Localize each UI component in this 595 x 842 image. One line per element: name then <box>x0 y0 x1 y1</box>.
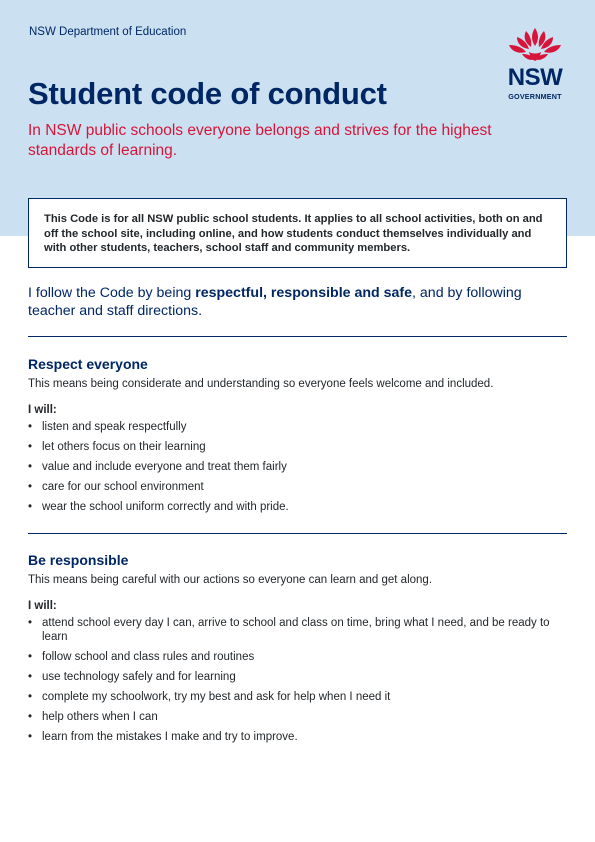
list-item-text: follow school and class rules and routines <box>42 650 255 663</box>
section-heading: Be responsible <box>28 552 129 568</box>
page-subtitle: In NSW public schools everyone belongs and strives for the highest standards of learning. <box>28 122 492 159</box>
list-item <box>28 501 567 515</box>
bullet: • <box>28 501 33 513</box>
bullet: • <box>28 730 33 743</box>
list-item <box>28 421 567 435</box>
list-item <box>28 711 567 725</box>
list-item-text: listen and speak respectfully <box>42 421 187 433</box>
section-divider <box>28 533 567 534</box>
bullet: • <box>28 670 33 683</box>
bullet: • <box>28 461 33 473</box>
bullet: • <box>28 617 33 629</box>
department-name: NSW Department of Education <box>29 26 187 38</box>
bullet: • <box>28 441 33 453</box>
list-item-text: complete my schoolwork, try my best and ask for help when I need it <box>42 690 391 703</box>
list-item-text: value and include everyone and treat them fairly <box>42 461 287 473</box>
commitment-list <box>28 617 567 744</box>
section-description: This means being considerate and understanding so everyone feels welcome and included. <box>28 378 494 390</box>
list-item-text: help others when I can <box>42 710 158 723</box>
list-item-text: use technology safely and for learning <box>42 670 236 683</box>
list-item <box>28 671 567 685</box>
logo-wordmark: NSW <box>507 64 563 91</box>
section-heading: Respect everyone <box>28 356 148 372</box>
list-item-text: learn from the mistakes I make and try to improve. <box>42 730 298 743</box>
list-item-text: care for our school environment <box>42 481 204 493</box>
bullet: • <box>28 710 33 723</box>
section-divider <box>28 336 567 337</box>
logo-tagline: GOVERNMENT <box>508 92 562 101</box>
list-item <box>28 461 567 475</box>
intro-paragraph <box>28 285 558 320</box>
list-item <box>28 617 567 644</box>
bullet: • <box>28 421 33 433</box>
bullet: • <box>28 481 33 493</box>
list-item-text: attend school every day I can, arrive to school and class on time, bring what I need, and be ready to learn <box>42 617 550 643</box>
section-respect-everyone <box>28 355 567 521</box>
bullet: • <box>28 650 33 663</box>
commitment-list <box>28 421 567 515</box>
list-item <box>28 441 567 455</box>
section-description: This means being careful with our actions so everyone can learn and get along. <box>28 574 433 586</box>
bullet: • <box>28 690 33 703</box>
list-item <box>28 651 567 665</box>
list-item <box>28 691 567 705</box>
waratah-flower-icon <box>498 26 572 66</box>
intro-suffix: , and by following teacher and staff directions. <box>28 285 522 319</box>
intro-prefix: I follow the Code by being <box>28 285 196 301</box>
i-will-label: I will: <box>28 404 57 416</box>
i-will-label: I will: <box>28 600 57 612</box>
section-be-responsible <box>28 551 567 751</box>
nsw-government-logo <box>498 26 572 102</box>
list-item <box>28 731 567 745</box>
intro-emphasis: respectful, responsible and safe <box>195 285 413 301</box>
list-item-text: let others focus on their learning <box>42 441 206 453</box>
list-item-text: wear the school uniform correctly and with pride. <box>42 501 289 513</box>
notice-box <box>28 198 567 268</box>
list-item <box>28 481 567 495</box>
page-title: Student code of conduct <box>28 76 387 111</box>
notice-text: This Code is for all NSW public school students. It applies to all school activities, both on and off the school site, including online, and how students conduct themselves individually and with other students, teachers, school staff and community members. <box>44 213 543 254</box>
